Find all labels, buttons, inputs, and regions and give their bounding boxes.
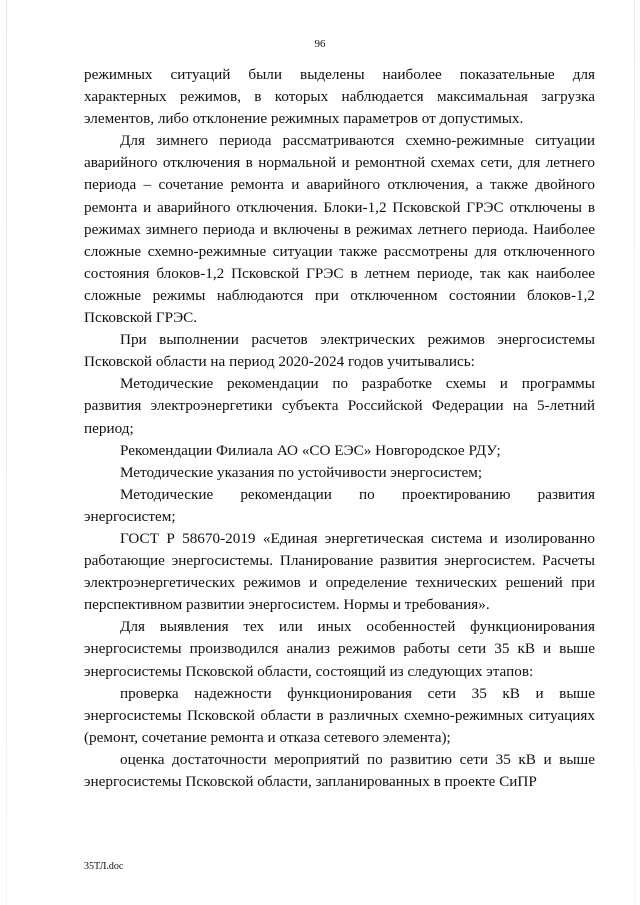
paragraph-8: ГОСТ Р 58670-2019 «Единая энергетическая система и изолированно работающие энергосистемы. Планирование развития энергосистем. Расчеты электроэнергетических режимов и определение технических решений при перспективном развитии энергосистем. Нормы и требования». [84, 529, 595, 614]
paragraph-11: оценка достаточности мероприятий по развитию сети 35 кВ и выше энергосистемы Псковской области, запланированных в проекте СиПР [84, 750, 595, 790]
page-number: 96 [314, 38, 326, 50]
scan-edge-right [634, 0, 635, 905]
footer-filename: 35ТЛ.doc [84, 861, 124, 872]
paragraph-6: Методические указания по устойчивости энергосистем; [120, 463, 483, 481]
paragraph-2: Для зимнего периода рассматриваются схемно-режимные ситуации аварийного отключения в нормальной и ремонтной схемах сети, для летнего периода – сочетание ремонта и аварийного отключения, а также двойного ремонта и аварийного отключения. Блоки-1,2 Псковской ГРЭС отключены в режимах зимнего периода и включены в режимах летнего периода. Наиболее сложные схемно-режимные ситуации также рассмотрены для отключенного состояния блоков-1,2 Псковской ГРЭС в летнем периоде, так как наиболее сложные режимы наблюдаются при отключенном состоянии блоков-1,2 Псковской ГРЭС. [84, 132, 595, 327]
paragraph-9: Для выявления тех или иных особенностей функционирования энергосистемы производился анализ режимов работы сети 35 кВ и выше энергосистемы Псковской области, состоящий из следующих этапов: [84, 618, 595, 680]
scan-edge-left [6, 0, 7, 905]
paragraph-7: Методические рекомендации по проектированию развития энергосистем; [84, 485, 595, 525]
paragraph-3: При выполнении расчетов электрических режимов энергосистемы Псковской области на период 2020-2024 годов учитывались: [84, 331, 595, 371]
document-body [84, 64, 595, 793]
paragraph-1: режимных ситуаций были выделены наиболее показательные для характерных режимов, в которых наблюдается максимальная загрузка элементов, либо отклонение режимных параметров от допустимых. [84, 66, 595, 128]
paragraph-10: проверка надежности функционирования сети 35 кВ и выше энергосистемы Псковской области в различных схемно-режимных ситуациях (ремонт, сочетание ремонта и отказа сетевого элемента); [84, 684, 595, 746]
paragraph-5: Рекомендации Филиала АО «СО ЕЭС» Новгородское РДУ; [120, 441, 501, 459]
paragraph-4: Методические рекомендации по разработке схемы и программы развития электроэнергетики субъекта Российской Федерации на 5-летний период; [84, 375, 595, 437]
